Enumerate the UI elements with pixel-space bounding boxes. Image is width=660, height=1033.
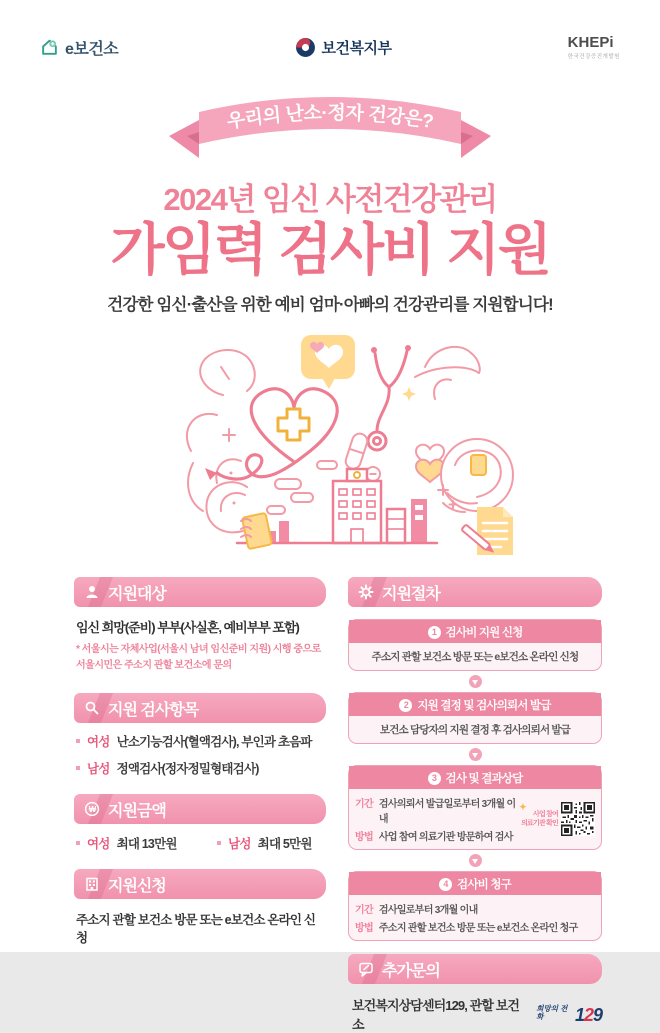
step-1-title: 검사비 지원 신청: [445, 627, 523, 640]
double-heart-icon: [416, 445, 444, 482]
qr-caption: [519, 801, 558, 829]
method-value: 사업 참여 의료기관 방문하여 검사: [378, 832, 513, 844]
male-label: 남성: [228, 837, 251, 852]
period-label: 기간: [355, 905, 373, 917]
building-icon: [84, 876, 100, 892]
bullet-icon: [217, 841, 221, 845]
male-amount: 최대 5만원: [257, 837, 312, 852]
heart-bubble-icon: [301, 335, 355, 389]
step-4-row-method: [355, 919, 595, 934]
down-arrow-icon: [348, 675, 602, 688]
contact-body: [348, 995, 602, 1033]
step-3-body: [349, 789, 601, 849]
ehealth-logo-text: e보건소: [65, 40, 119, 58]
step-3-row-method: [355, 828, 517, 843]
test-item-male: [74, 759, 326, 777]
method-value: 주소지 관할 보건소 방문 또는 e보건소 온라인 청구: [378, 923, 578, 935]
section-support-amount: [74, 794, 326, 852]
bullet-icon: [76, 841, 80, 845]
hero-illustration: [125, 333, 535, 565]
title-line1: 2024년 임신 사전건강관리: [163, 182, 497, 217]
section-apply: [74, 869, 326, 946]
male-tests: 정액검사(정자정밀형태검사): [116, 762, 259, 777]
section-test-items: [74, 693, 326, 777]
taegeuk-emblem-icon: [295, 37, 316, 58]
section-support-target: [74, 577, 326, 673]
step-1-header: [349, 620, 601, 643]
contact-text: 보건복지상담센터129, 관할 보건소: [352, 998, 520, 1033]
gear-icon: [358, 584, 374, 600]
support-target-body: 임신 희망(준비) 부부(사실혼, 예비부부 포함): [76, 620, 299, 636]
qr-code: [561, 802, 595, 836]
procedure-step-3: [348, 765, 602, 850]
support-target-heading: 지원대상: [108, 585, 166, 603]
period-value: 검사일로부터 3개월 이내: [378, 905, 478, 917]
otoscope-tip: [205, 468, 217, 480]
contact-heading: 추가문의: [382, 962, 440, 980]
support-amount-heading: 지원금액: [108, 802, 166, 820]
support-target-header: [74, 577, 326, 607]
qr-caption-line1: 사업 참여: [533, 810, 558, 818]
khepi-logo-subtext: 한국건강증진개발원: [567, 54, 620, 60]
step-2-number: 2: [399, 699, 412, 712]
step-3-number: 3: [428, 772, 441, 785]
section-contact: [348, 954, 602, 1033]
medical-cross-icon: [278, 409, 309, 440]
period-value: 검사의뢰서 발급일로부터 3개월 이내: [378, 799, 516, 826]
procedure-step-2: [348, 692, 602, 744]
down-arrow-icon: [348, 748, 602, 761]
step-1-body: 주소지 관할 보건소 방문 또는 e보건소 온라인 신청: [371, 651, 579, 664]
step-2-header: [349, 693, 601, 716]
house-plus-icon: [40, 38, 59, 57]
person-icon: [84, 584, 100, 600]
step-4-number: 4: [439, 878, 452, 891]
qr-block: [521, 802, 595, 836]
mohw-logo-text: 보건복지부: [321, 39, 392, 57]
test-items-header: [74, 693, 326, 723]
method-label: 방법: [355, 923, 373, 935]
procedure-header: [348, 577, 602, 607]
method-label: 방법: [355, 832, 373, 844]
support-amount-header: [74, 794, 326, 824]
person-with-card: [206, 482, 272, 549]
seoul-note-line2: 서울시민은 주소지 관할 보건소에 문의: [76, 659, 232, 671]
digit-9: 9: [592, 1005, 602, 1026]
amount-row: [74, 834, 326, 852]
digit-2: 2: [583, 1005, 593, 1026]
test-item-female: [74, 732, 326, 750]
khepi-logo: [568, 34, 620, 60]
left-column: [74, 577, 326, 1033]
step-2-body: 보건소 담당자의 지원 결정 후 검사의뢰서 발급: [379, 724, 571, 737]
step-4-title: 검사비 청구: [457, 879, 511, 892]
ribbon-banner: [0, 88, 660, 164]
step-4-body: [349, 895, 601, 940]
bullet-icon: [76, 739, 80, 743]
step-1-number: 1: [428, 626, 441, 639]
document-pencil-icon: [461, 507, 513, 555]
call-129-logo: [536, 1005, 602, 1024]
magnifier-icon: [84, 700, 100, 716]
subtitle: 건강한 임신·출산을 위한 예비 엄마·아빠의 건강관리를 지원합니다!: [107, 296, 553, 315]
digit-1: 1: [574, 1005, 584, 1026]
chat-pencil-icon: [358, 961, 374, 977]
female-amount: 최대 13만원: [116, 837, 177, 852]
qr-caption-line2: 의료기관 확인: [521, 820, 558, 828]
section-procedure: [348, 577, 602, 941]
female-label: 여성: [87, 837, 110, 852]
right-column: [348, 577, 602, 1033]
contact-header: [348, 954, 602, 984]
apply-heading: 지원신청: [108, 877, 166, 895]
procedure-step-1: [348, 619, 602, 671]
ribbon-text: 우리의 난소·정자 건강은?: [225, 102, 435, 134]
step-4-row-period: [355, 901, 595, 916]
step-4-header: [349, 872, 601, 895]
khepi-logo-text: KHEPi: [567, 34, 614, 51]
step-3-header: [349, 766, 601, 789]
seoul-note: [76, 642, 324, 673]
baby-icon: [441, 439, 513, 512]
cloud-icons: [267, 461, 337, 514]
sparkle-icon: ✦: [519, 801, 526, 812]
female-label: 여성: [87, 735, 110, 750]
procedure-heading: 지원절차: [382, 585, 440, 603]
down-arrow-icon: [348, 854, 602, 867]
amount-female: [74, 834, 215, 852]
call-129-logo-text: 희망의 전화: [536, 1003, 568, 1022]
step-2-title: 지원 결정 및 검사의뢰서 발급: [417, 700, 551, 713]
test-items-heading: 지원 검사항목: [108, 701, 199, 719]
female-tests: 난소기능검사(혈액검사), 부인과 초음파: [116, 735, 312, 750]
apply-body: 주소지 관할 보건소 방문 또는 e보건소 온라인 신청: [76, 913, 316, 946]
period-label: 기간: [355, 799, 373, 811]
apply-header: [74, 869, 326, 899]
top-logo-row: [0, 0, 660, 60]
procedure-step-4: [348, 871, 602, 941]
info-columns: [0, 565, 660, 1033]
ribbon-icon: [165, 88, 495, 164]
ehealth-logo: [40, 36, 118, 59]
male-label: 남성: [87, 762, 110, 777]
step-3-row-period: [355, 795, 517, 825]
svg-text:₩: ₩: [88, 805, 96, 815]
stethoscope-icon: [368, 345, 411, 450]
step-3-title: 검사 및 결과상담: [445, 773, 523, 786]
amount-male: [215, 834, 312, 852]
seoul-note-line1: * 서울시는 자체사업(서울시 남녀 임신준비 지원) 시행 중으로: [76, 644, 321, 656]
title-line2: 가임력 검사비 지원: [110, 218, 550, 281]
bullet-icon: [76, 766, 80, 770]
won-coin-icon: [84, 801, 100, 817]
mohw-logo: [295, 37, 392, 58]
